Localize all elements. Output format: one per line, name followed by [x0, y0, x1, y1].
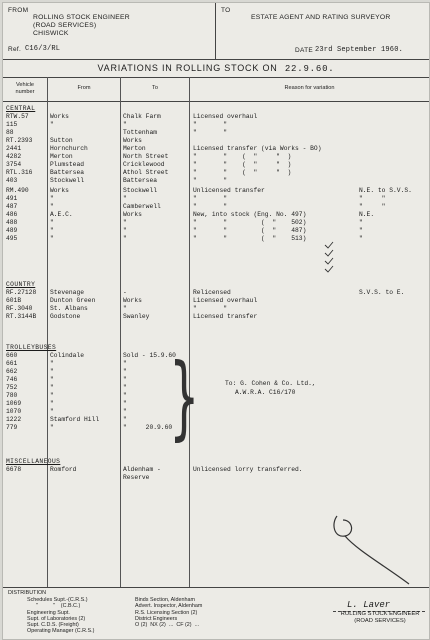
- from-location: ": [50, 203, 54, 210]
- from-line-1: ROLLING STOCK ENGINEER: [33, 14, 130, 21]
- reason: Licensed overhaul: [193, 297, 258, 304]
- section-central: CENTRAL: [6, 105, 36, 112]
- col-head-vehicle-line2: number: [15, 89, 35, 95]
- vehicle-number: RF.3040: [6, 305, 33, 312]
- from-location: Godstone: [50, 313, 81, 320]
- col-head-vehicle-line1: Vehicle: [15, 82, 35, 88]
- to-location: ": [123, 235, 127, 242]
- date-value: 23rd September 1960.: [315, 46, 404, 54]
- vehicle-number: 495: [6, 235, 18, 242]
- reason: " ": [193, 305, 228, 312]
- from-location: Stamford Hill: [50, 416, 100, 423]
- distribution-heading: DISTRIBUTION: [8, 590, 47, 596]
- distribution-item: Engineering Supt.: [27, 609, 70, 616]
- vehicle-number: 660: [6, 352, 18, 359]
- to-location: Aldenham -: [123, 466, 161, 473]
- reason: " ": [193, 203, 228, 210]
- to-location: ": [123, 219, 127, 226]
- vehicle-number: 115: [6, 121, 18, 128]
- reason: " ": [193, 177, 228, 184]
- reason: New, into stock (Eng. No. 497): [193, 211, 307, 218]
- from-location: ": [50, 227, 54, 234]
- vehicle-number: 4282: [6, 153, 22, 160]
- section-country: COUNTRY: [6, 281, 36, 288]
- distribution-item: Supt. C.D.S. (Freight): [27, 622, 79, 629]
- reason-extra: ": [359, 227, 363, 234]
- ref-value: C16/3/RL: [25, 45, 61, 53]
- reason: " ": [193, 129, 228, 136]
- vehicle-number: 661: [6, 360, 18, 367]
- to-location: ": [123, 360, 127, 367]
- from-location: Merton: [50, 153, 73, 160]
- vehicle-number: 1222: [6, 416, 22, 423]
- vehicle-number: 779: [6, 424, 18, 431]
- from-location: Stockwell: [50, 177, 85, 184]
- from-location: ": [50, 408, 54, 415]
- to-location: Merton: [123, 145, 146, 152]
- from-line-2: (ROAD SERVICES): [33, 22, 97, 29]
- from-location: ": [50, 384, 54, 391]
- to-location: -: [123, 289, 127, 296]
- document-page: [2, 2, 430, 640]
- vehicle-number: 403: [6, 177, 18, 184]
- vehicle-number: 746: [6, 376, 18, 383]
- vehicle-number: 88: [6, 129, 14, 136]
- distribution-item: Binds Section, Aldenham: [135, 597, 195, 603]
- from-location: ": [50, 368, 54, 375]
- from-location: ": [50, 400, 54, 407]
- distribution-item: District Engineers: [135, 615, 178, 622]
- from-location: Stevenage: [50, 289, 85, 296]
- reason: Unlicensed lorry transferred.: [193, 466, 303, 473]
- reason: Unlicensed transfer: [193, 187, 265, 194]
- to-location: Works: [123, 137, 142, 144]
- reason-extra: N.E. to S.V.S.: [359, 187, 412, 194]
- from-location: A.E.C.: [50, 211, 73, 218]
- distribution-left-list: [27, 597, 94, 635]
- title-text: VARIATIONS IN ROLLING STOCK ON: [97, 63, 278, 73]
- to-location: Tottenham: [123, 129, 158, 136]
- to-value: ESTATE AGENT AND RATING SURVEYOR: [251, 14, 391, 21]
- col-head-from: From: [48, 77, 120, 102]
- to-location: Stockwell: [123, 187, 158, 194]
- from-label: FROM: [8, 7, 29, 14]
- reason: Licensed overhaul: [193, 113, 258, 120]
- to-location: Sold - 15.9.60: [123, 352, 176, 359]
- title-date: 22.9.60.: [284, 64, 335, 74]
- from-location: ": [50, 392, 54, 399]
- from-location: ": [50, 219, 54, 226]
- to-location: ": [123, 305, 127, 312]
- reason-extra: ": [359, 235, 363, 242]
- to-location: ": [123, 408, 127, 415]
- to-location: Cricklewood: [123, 161, 165, 168]
- trolley-note-line1: To: G. Cohen & Co. Ltd.,: [225, 380, 316, 387]
- from-line-3: CHISWICK: [33, 30, 69, 37]
- reason: " " ( " 513): [193, 235, 307, 242]
- reason-extra: " ": [359, 195, 386, 202]
- vehicle-number: 486: [6, 211, 18, 218]
- from-location: Colindale: [50, 352, 85, 359]
- section-trolleybuses: TROLLEYBUSES: [6, 344, 57, 351]
- to-label: TO: [221, 7, 231, 14]
- to-location: ": [123, 416, 127, 423]
- from-location: ": [50, 424, 54, 431]
- signature: L. Laver: [347, 600, 391, 610]
- vehicle-number: 3754: [6, 161, 22, 168]
- to-location: ": [123, 368, 127, 375]
- pen-marks: [3, 3, 429, 639]
- vehicle-number: 662: [6, 368, 18, 375]
- from-location: Plumstead: [50, 161, 85, 168]
- from-location: Dunton Green: [50, 297, 96, 304]
- from-location: Romford: [50, 466, 77, 473]
- vehicle-number: 491: [6, 195, 18, 202]
- to-location: Works: [123, 211, 142, 218]
- handwritten-scrawl: [334, 516, 409, 584]
- vehicle-number: 6678: [6, 466, 22, 473]
- vehicle-number: 752: [6, 384, 18, 391]
- to-location: Reserve: [123, 474, 150, 481]
- signatory-title-line2: (ROAD SERVICES): [354, 618, 406, 624]
- reason: " ": [193, 121, 228, 128]
- tick-marks: [325, 242, 333, 272]
- col-head-to: To: [121, 77, 189, 102]
- reason: " " ( " 487): [193, 227, 307, 234]
- to-location: ": [123, 195, 127, 202]
- vehicle-number: 488: [6, 219, 18, 226]
- to-location: Swanley: [123, 313, 150, 320]
- to-location: ": [123, 376, 127, 383]
- signatory-title-line1: ROLLING STOCK ENGINEER: [340, 611, 420, 617]
- from-location: ": [50, 360, 54, 367]
- to-location: " 20.9.60: [123, 424, 173, 431]
- vehicle-number: 1069: [6, 400, 22, 407]
- reason: " " ( " " ): [193, 153, 292, 160]
- vehicle-number: RT.2393: [6, 137, 33, 144]
- signatory-title: [335, 611, 425, 625]
- reason: " ": [193, 195, 228, 202]
- brace-mark: }: [169, 344, 200, 451]
- reason: Licensed transfer (via Works - BO): [193, 145, 322, 152]
- vehicle-number: RM.490: [6, 187, 29, 194]
- to-location: Works: [123, 297, 142, 304]
- to-location: ": [123, 400, 127, 407]
- from-location: ": [50, 235, 54, 242]
- col-head-reason: Reason for variation: [190, 77, 429, 102]
- reason: " " ( " " ): [193, 169, 292, 176]
- from-location: Sutton: [50, 137, 73, 144]
- from-location: Battersea: [50, 169, 85, 176]
- to-location: ": [123, 384, 127, 391]
- vehicle-number: RTL.316: [6, 169, 33, 176]
- from-location: Hornchurch: [50, 145, 88, 152]
- to-location: ": [123, 121, 127, 128]
- to-location: Camberwell: [123, 203, 161, 210]
- reason: Relicensed: [193, 289, 231, 296]
- trolley-note-line2: A.W.R.A. C16/170: [235, 389, 296, 396]
- reason-extra: S.V.S. to E.: [359, 289, 405, 296]
- reason-extra: " ": [359, 203, 386, 210]
- vehicle-number: 2441: [6, 145, 22, 152]
- vehicle-number: RTW.57: [6, 113, 29, 120]
- distribution-rule: [3, 587, 429, 588]
- vehicle-number: 487: [6, 203, 18, 210]
- to-location: Battersea: [123, 177, 158, 184]
- from-location: St. Albans: [50, 305, 88, 312]
- to-location: North Street: [123, 153, 169, 160]
- from-location: ": [50, 376, 54, 383]
- to-location: Athol Street: [123, 169, 169, 176]
- vehicle-number: 780: [6, 392, 18, 399]
- reason-extra: ": [359, 219, 363, 226]
- vehicle-number: 601B: [6, 297, 22, 304]
- vehicle-number: 489: [6, 227, 18, 234]
- to-location: Chalk Farm: [123, 113, 161, 120]
- distribution-item: Supt. of Laboratories (2): [27, 615, 86, 622]
- reason: Licensed transfer: [193, 313, 258, 320]
- reason: " " ( " 502): [193, 219, 307, 226]
- from-location: ": [50, 121, 54, 128]
- to-location: ": [123, 392, 127, 399]
- ref-label: Ref.: [8, 46, 22, 53]
- from-location: ": [50, 195, 54, 202]
- distribution-item: Advert. Inspector, Aldenham: [135, 603, 203, 610]
- vehicle-number: 1070: [6, 408, 22, 415]
- distribution-item: O (2) NX (2) ... CF (2) ...: [135, 622, 200, 629]
- reason: " " ( " " ): [193, 161, 292, 168]
- from-location: Works: [50, 113, 69, 120]
- section-miscellaneous: MISCELLANEOUS: [6, 458, 61, 465]
- distribution-item: Operating Manager (C.R.S.): [27, 628, 95, 635]
- distribution-item: R.S. Licensing Section (2): [135, 609, 198, 616]
- to-location: ": [123, 227, 127, 234]
- reason-extra: N.E.: [359, 211, 375, 218]
- from-location: Works: [50, 187, 69, 194]
- vehicle-number: RF.27128: [6, 289, 37, 296]
- date-label: DATE: [295, 47, 314, 54]
- distribution-item: " " (C.B.C.): [27, 603, 81, 610]
- distribution-item: Schedules Supt.-(C.R.S.): [27, 597, 88, 603]
- vehicle-number: RT.3144B: [6, 313, 37, 320]
- distribution-middle-list: [135, 597, 202, 628]
